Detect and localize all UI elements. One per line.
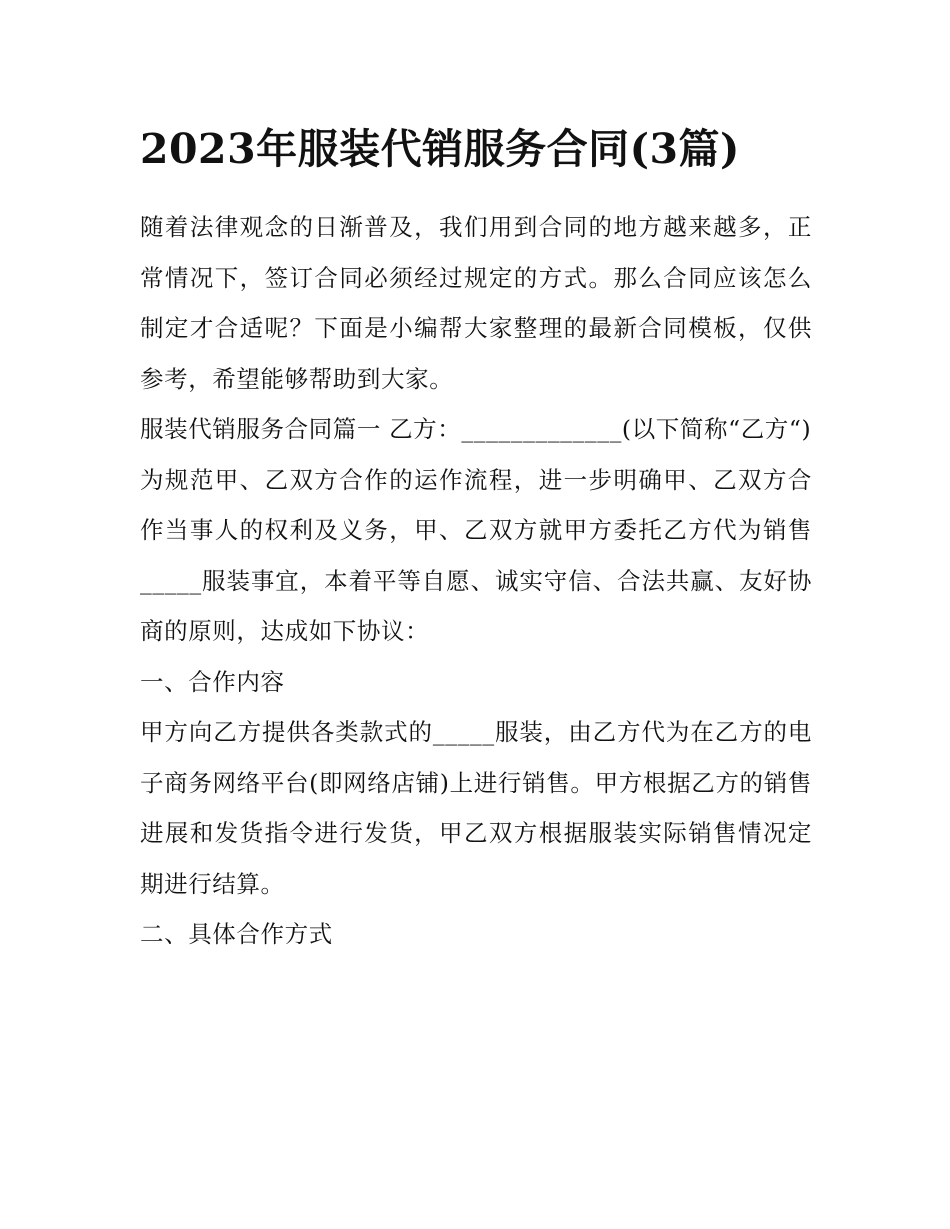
document-page [140,118,812,960]
section-1-heading: 一、合作内容 [140,667,285,696]
party-line: 服装代销服务合同篇一 乙方：_____________(以下简称“乙方“) [140,415,812,443]
purpose-paragraph: 为规范甲、乙双方合作的运作流程，进一步明确甲、乙双方合作当事人的权利及义务，甲、乙双方就甲方委托乙方代为销售_____服装事宜，本着平等自愿、诚实守信、合法共赢、友好协商的原则，达成如下协议： [140,465,812,645]
section-2-heading: 二、具体合作方式 [140,920,333,948]
intro-paragraph: 随着法律观念的日渐普及，我们用到合同的地方越来越多，正常情况下，签订合同必须经过规定的方式。那么合同应该怎么制定才合适呢？下面是小编帮大家整理的最新合同模板，仅供参考，希望能够帮助到大家。 [140,213,812,393]
section-1-body: 甲方向乙方提供各类款式的_____服装，由乙方代为在乙方的电子商务网络平台(即网络店铺)上进行销售。甲方根据乙方的销售进展和发货指令进行发货，甲乙双方根据服装实际销售情况定期进行结算。 [140,718,812,898]
document-title: 2023年服装代销服务合同(3篇) [140,125,740,173]
